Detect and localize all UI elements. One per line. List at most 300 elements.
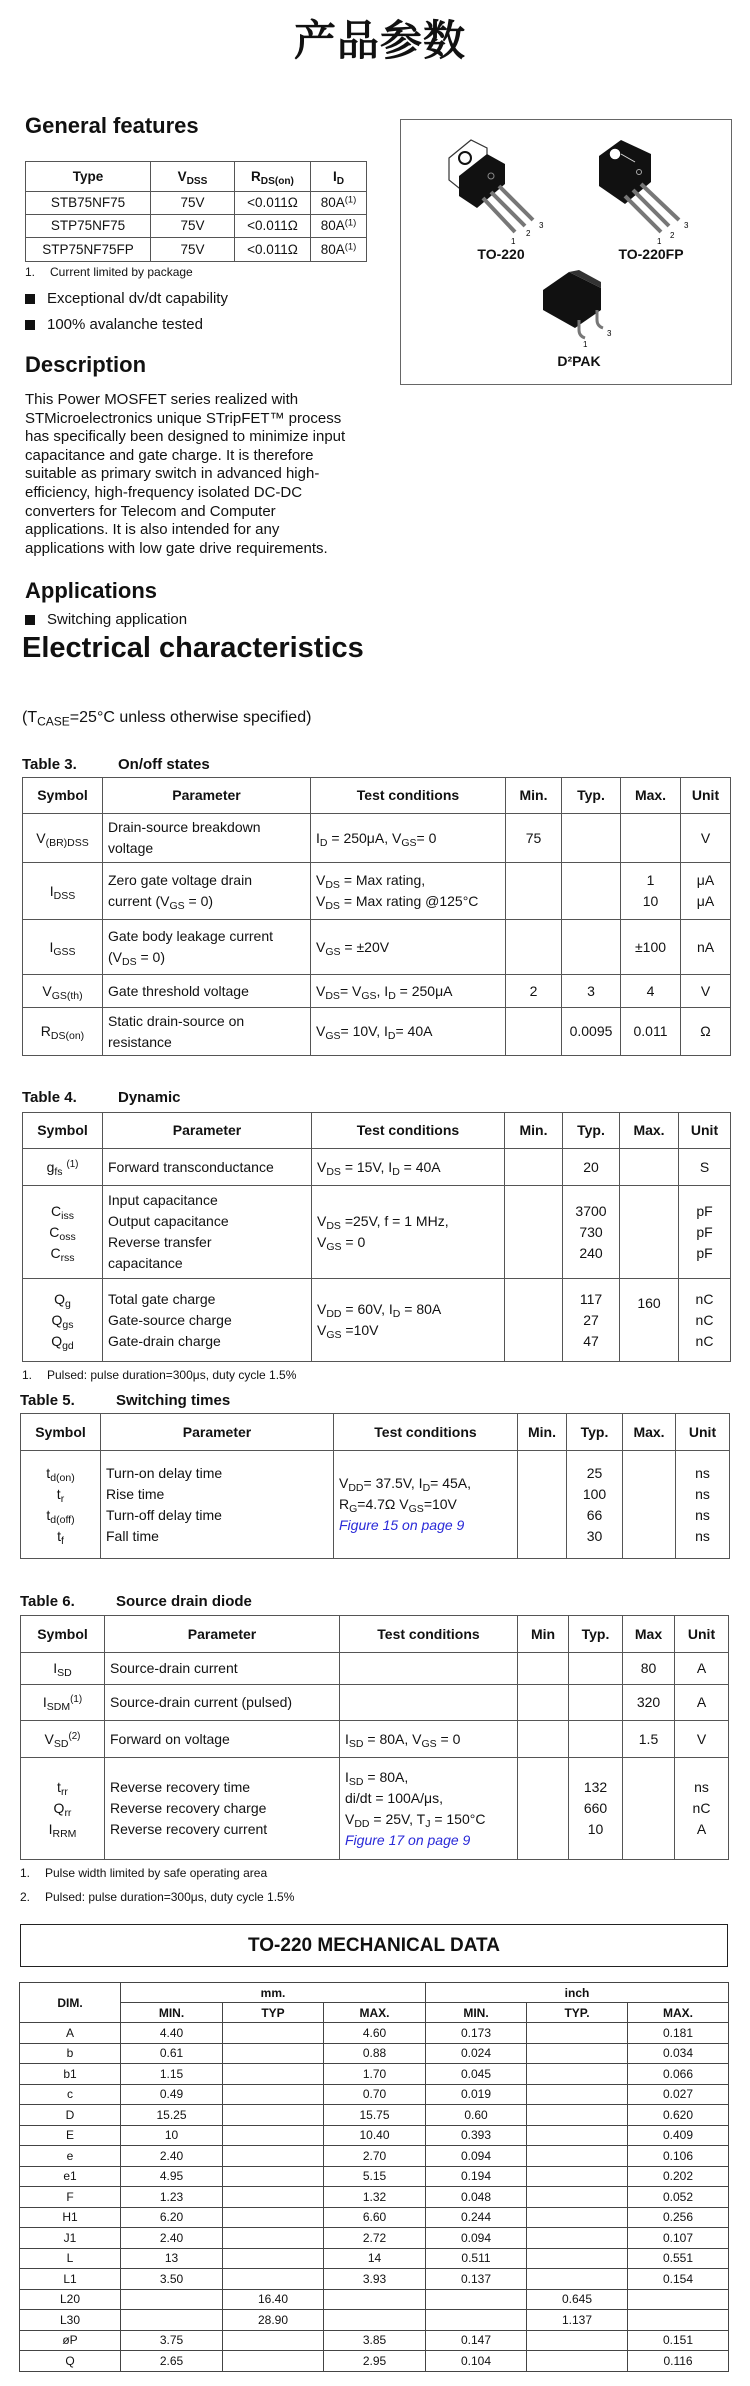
subscript: DS: [325, 879, 340, 892]
symbol-cell: [21, 1721, 105, 1758]
dim-cell: A: [20, 2023, 121, 2044]
to220-package-image: [445, 136, 555, 251]
table-header-row: [21, 1414, 730, 1451]
subscript: GS: [325, 945, 341, 958]
cell-line: [108, 981, 305, 1002]
cell-line: [316, 217, 361, 235]
table-number: Table 6.: [20, 1593, 75, 1610]
cell-line: [625, 1314, 673, 1331]
value-cell: 0.024: [426, 2043, 527, 2064]
text: resistance: [108, 1033, 172, 1050]
cell-line: [28, 1021, 97, 1042]
column-header: [235, 162, 311, 192]
figure-link[interactable]: Figure 17 on page 9: [345, 1831, 471, 1848]
text: R: [339, 1496, 350, 1512]
applications-list: [0, 600, 400, 627]
cell-line: [108, 1253, 306, 1274]
text: <0.011Ω: [247, 195, 298, 210]
table-row: [20, 2084, 729, 2105]
value-cell: [527, 2187, 628, 2208]
text: pF: [696, 1244, 713, 1261]
cell-line: [28, 1289, 97, 1310]
table-row: [20, 2043, 729, 2064]
cell-line: [339, 1422, 512, 1443]
subscript: fs: [54, 1165, 63, 1178]
text: I: [316, 829, 320, 846]
cell-line: [339, 1515, 512, 1536]
cell-line: [31, 194, 145, 212]
value-cell: [223, 2166, 324, 2187]
text: Q: [51, 1311, 63, 1328]
typ-cell: [562, 814, 621, 863]
table-row: [20, 2064, 729, 2085]
min-cell: [506, 814, 562, 863]
value-cell: 4.40: [121, 2023, 223, 2044]
to220fp-package-image: [595, 136, 705, 251]
mechanical-table-container: [19, 1982, 729, 2372]
value-cell: 2.95: [324, 2351, 426, 2372]
feature-text: Exceptional dv/dt capability: [47, 290, 228, 307]
parameter-cell: [103, 920, 311, 975]
pin-label: 3: [539, 221, 544, 230]
typ-cell: [563, 1279, 620, 1362]
d2pak-package-image: [539, 268, 619, 353]
text: current (V: [108, 893, 170, 909]
cell-line: [108, 1289, 306, 1310]
test-conditions-cell: [311, 1008, 506, 1056]
description-paragraph: [25, 391, 395, 558]
text: I: [345, 1730, 349, 1747]
description-line: converters for Telecom and Computer: [25, 502, 276, 520]
text: STP75NF75: [50, 218, 126, 233]
text: = 0): [136, 949, 165, 965]
type-cell: [26, 238, 151, 262]
text: = 60V, I: [341, 1301, 393, 1317]
cell-line: [108, 947, 305, 968]
value-cell: [223, 2125, 324, 2146]
table-row: [20, 2023, 729, 2044]
value-cell: 0.107: [628, 2228, 729, 2249]
column-header: [21, 1414, 101, 1451]
cell-line: [240, 168, 305, 186]
cell-line: [28, 881, 97, 902]
subscript: GS: [401, 836, 417, 849]
cell-line: [680, 1729, 723, 1750]
cell-line: [574, 1798, 617, 1819]
value-cell: [527, 2351, 628, 2372]
features-footnote: [25, 265, 193, 279]
cell-line: [574, 1624, 617, 1645]
figure-link[interactable]: Figure 15 on page 9: [339, 1517, 465, 1533]
text: Forward on voltage: [110, 1730, 230, 1747]
table-row: [23, 863, 731, 920]
value-cell: 0.194: [426, 2166, 527, 2187]
parameter-cell: [103, 1279, 312, 1362]
cell-line: [317, 1157, 499, 1178]
value-cell: [527, 2084, 628, 2105]
subscript: DS: [326, 1220, 341, 1233]
text: Test conditions: [377, 1625, 480, 1642]
text: STP75NF75FP: [42, 241, 134, 257]
text: V: [177, 168, 187, 184]
type-cell: [26, 215, 151, 238]
text: Reverse recovery time: [110, 1779, 251, 1795]
value-cell: 0.70: [324, 2084, 426, 2105]
subscript: gd: [62, 1339, 74, 1352]
table-row: [20, 2187, 729, 2208]
text: ±100: [634, 938, 667, 955]
value-cell: [527, 2228, 628, 2249]
value-cell: 0.048: [426, 2187, 527, 2208]
cell-line: [28, 828, 97, 849]
package-label: TO-220FP: [618, 246, 684, 262]
cell-line: [26, 1798, 99, 1819]
table-row: [20, 2207, 729, 2228]
text: Max: [634, 1625, 663, 1642]
value-cell: [223, 2187, 324, 2208]
test-conditions-cell: [334, 1451, 518, 1559]
subscript: D: [388, 989, 396, 1002]
subscript: DS: [325, 989, 340, 1002]
value-cell: 0.147: [426, 2330, 527, 2351]
dim-cell: b1: [20, 2064, 121, 2085]
id-cell: [311, 215, 367, 238]
cell-line: [628, 1729, 669, 1750]
text: Drain-source breakdown: [108, 819, 261, 835]
rds-on-cell: [235, 192, 311, 215]
min-cell: [506, 920, 562, 975]
table6-footnote: [20, 1866, 267, 1880]
cell-line: [568, 1157, 614, 1178]
table-row: [23, 1149, 731, 1186]
dim-cell: øP: [20, 2330, 121, 2351]
typ-cell: [563, 1149, 620, 1186]
unit-cell: [679, 1149, 731, 1186]
text: Symbol: [37, 1625, 88, 1642]
value-cell: 6.20: [121, 2207, 223, 2228]
cell-line: [684, 1331, 725, 1352]
text: Q: [51, 1332, 63, 1349]
text: Min.: [519, 787, 548, 803]
test-conditions-cell: [340, 1758, 518, 1860]
value-cell: [223, 2146, 324, 2167]
cell-line: [345, 1767, 512, 1788]
min-cell: [518, 1721, 569, 1758]
superscript: (1): [344, 194, 357, 206]
text: Static drain-source on: [108, 1012, 245, 1029]
dim-cell: b: [20, 2043, 121, 2064]
value-cell: [223, 2228, 324, 2249]
text: 1.5: [638, 1730, 659, 1747]
text: Parameter: [187, 1625, 257, 1642]
max-cell: [621, 1008, 681, 1056]
subscript: CASE: [37, 714, 70, 729]
value-cell: 1.23: [121, 2187, 223, 2208]
footnote-text: Current limited by package: [50, 265, 193, 279]
subscript: DS(on): [260, 175, 294, 187]
cell-line: [110, 1819, 334, 1840]
cell-line: [316, 194, 361, 212]
subscript: (BR)DSS: [45, 836, 89, 849]
text: V: [316, 982, 326, 999]
text: Min: [530, 1625, 556, 1642]
cell-line: [680, 1624, 723, 1645]
text: = 37.5V, I: [363, 1475, 423, 1491]
subscript: r: [60, 1492, 65, 1505]
dim-cell: H1: [20, 2207, 121, 2228]
cell-line: [316, 241, 361, 259]
value-cell: 0.60: [426, 2105, 527, 2126]
text: , I: [376, 982, 389, 999]
test-conditions-cell: [312, 1279, 505, 1362]
package-label: D²PAK: [557, 353, 601, 369]
pin-label: 1: [657, 237, 662, 246]
text: 80A: [320, 218, 345, 233]
symbol-cell: [23, 920, 103, 975]
value-cell: 0.645: [527, 2289, 628, 2310]
subscript: GSS: [53, 945, 76, 958]
text: = 15V, I: [340, 1158, 393, 1175]
value-cell: 1.15: [121, 2064, 223, 2085]
text: ns: [694, 1779, 709, 1795]
cell-line: [26, 1463, 95, 1484]
cell-line: [684, 1157, 725, 1178]
parameter-cell: [103, 1008, 311, 1056]
column-header: [23, 778, 103, 814]
table-row: [21, 1451, 730, 1559]
parameter-cell: [103, 814, 311, 863]
subscript: DD: [348, 1482, 364, 1495]
value-cell: 0.045: [426, 2064, 527, 2085]
value-cell: 0.202: [628, 2166, 729, 2187]
pin-label: 3: [684, 221, 689, 230]
text: = 250μA, V: [327, 829, 402, 846]
text: = ±20V: [340, 938, 390, 955]
test-conditions-cell: [312, 1186, 505, 1279]
unit-cell: [681, 863, 731, 920]
cell-line: [345, 1624, 512, 1645]
cell-line: [625, 1120, 673, 1141]
table-row: [23, 814, 731, 863]
text: 27: [583, 1311, 599, 1328]
text: Min.: [519, 1122, 548, 1138]
cell-line: [568, 1201, 614, 1222]
column-header: [334, 1414, 518, 1451]
cell-line: [26, 1624, 99, 1645]
text: t: [46, 1506, 51, 1523]
text: Total gate charge: [108, 1290, 216, 1307]
cell-line: [26, 1692, 99, 1713]
column-header: [676, 1414, 730, 1451]
unit-cell: [681, 975, 731, 1008]
text: = 80A,: [363, 1768, 409, 1785]
column-header: [23, 1113, 103, 1149]
table-row: [26, 238, 367, 262]
pin-label: 2: [526, 229, 531, 238]
value-cell: 0.244: [426, 2207, 527, 2228]
text: 10: [642, 893, 659, 909]
text: 132: [583, 1779, 608, 1795]
text: = Max rating @125°C: [339, 893, 479, 909]
cell-line: [628, 1692, 669, 1713]
cell-line: [684, 1289, 725, 1310]
cell-line: [317, 1232, 499, 1253]
min-cell: [518, 1451, 567, 1559]
subscript: DS: [325, 900, 340, 913]
bullet-square-icon: [25, 320, 35, 330]
table3-caption: [22, 756, 210, 773]
cell-line: [316, 828, 500, 849]
parameter-cell: [103, 975, 311, 1008]
cell-line: [567, 981, 615, 1002]
text: Output capacitance: [108, 1213, 229, 1229]
pin-label: 3: [607, 329, 612, 338]
text: I: [53, 1660, 58, 1676]
pin-label: 2: [670, 231, 675, 240]
cell-line: [568, 1222, 614, 1243]
table4-caption: [22, 1089, 181, 1106]
feature-bullet: [25, 290, 228, 307]
dynamic-table: [22, 1112, 731, 1362]
subscript: DS(on): [50, 1030, 85, 1043]
text: Source-drain current (pulsed): [110, 1694, 293, 1710]
max-cell: [621, 814, 681, 863]
cell-line: [28, 1120, 97, 1141]
text: R: [251, 168, 261, 184]
text: R: [40, 1023, 51, 1039]
cell-line: [28, 1331, 97, 1352]
cell-line: [26, 1505, 95, 1526]
table-title: Dynamic: [118, 1089, 181, 1106]
cell-line: [681, 1526, 724, 1547]
value-cell: 4.95: [121, 2166, 223, 2187]
unit-cell: [681, 814, 731, 863]
cell-line: [108, 817, 305, 838]
value-cell: 3.50: [121, 2269, 223, 2290]
cell-line: [316, 981, 500, 1002]
cell-line: [567, 785, 615, 806]
cell-line: [625, 1331, 673, 1348]
cell-line: [108, 785, 305, 806]
subscript: GS(th): [51, 989, 83, 1002]
cell-line: [686, 870, 725, 891]
max-cell: [621, 975, 681, 1008]
value-cell: 2.40: [121, 2146, 223, 2167]
value-cell: 1.70: [324, 2064, 426, 2085]
cell-line: [240, 241, 305, 259]
subscript: DS: [122, 956, 137, 969]
value-cell: 0.511: [426, 2248, 527, 2269]
cell-line: [110, 1658, 334, 1679]
rds-on-cell: [235, 215, 311, 238]
feature-text: 100% avalanche tested: [47, 316, 203, 333]
text: = 0: [416, 829, 437, 846]
value-cell: [223, 2105, 324, 2126]
min-cell: [518, 1653, 569, 1685]
text: Zero gate voltage drain: [108, 872, 252, 888]
text: =25°C unless otherwise specified): [69, 709, 312, 726]
text: voltage: [108, 840, 154, 856]
cell-line: [108, 838, 305, 859]
value-cell: [628, 2310, 729, 2331]
symbol-cell: [21, 1758, 105, 1860]
cell-line: [28, 785, 97, 806]
cell-line: [316, 937, 500, 958]
text: Type: [72, 168, 104, 184]
text: μA: [696, 893, 715, 909]
value-cell: [527, 2207, 628, 2228]
table-row: [20, 2248, 729, 2269]
cell-line: [628, 1422, 670, 1443]
text: 1: [646, 872, 655, 888]
on-off-states-table: [22, 777, 731, 1056]
text: Test conditions: [374, 1423, 477, 1440]
cell-line: [240, 194, 305, 212]
description-line: applications with low gate drive requirements.: [25, 539, 328, 557]
cell-line: [628, 1658, 669, 1679]
text: nC: [695, 1311, 714, 1328]
text: V: [700, 829, 711, 846]
cell-line: [572, 1484, 617, 1505]
source-drain-diode-table: [20, 1615, 729, 1860]
cell-line: [317, 1211, 499, 1232]
cell-line: [110, 1692, 334, 1713]
subscript: d(on): [50, 1471, 75, 1484]
cell-line: [572, 1422, 617, 1443]
table-number: Table 4.: [22, 1089, 77, 1106]
cell-line: [108, 1232, 306, 1253]
subscript: DS: [326, 1165, 341, 1178]
text: V: [316, 1023, 326, 1039]
min-cell: [505, 1186, 563, 1279]
table-row: [21, 1721, 729, 1758]
cell-line: [681, 1463, 724, 1484]
table-title: Source drain diode: [116, 1593, 252, 1610]
test-condition-note: [22, 707, 311, 728]
value-cell: [527, 2125, 628, 2146]
parameter-cell: [105, 1685, 340, 1721]
cell-line: [28, 937, 97, 958]
description-line: has specifically been designed to minimize input: [25, 428, 346, 446]
footnote-number: 1.: [22, 1368, 33, 1382]
subscript: DD: [354, 1817, 370, 1830]
subscript: SD: [53, 1737, 69, 1750]
description-line: capacitance and gate charge. It is therefore: [25, 446, 314, 464]
text: 25: [586, 1464, 603, 1481]
text: 80: [640, 1660, 657, 1676]
text: g: [46, 1158, 55, 1175]
min-cell: [506, 863, 562, 920]
table6-caption: [20, 1593, 252, 1610]
value-cell: 0.151: [628, 2330, 729, 2351]
text: V: [317, 1322, 327, 1338]
cell-line: [317, 1120, 499, 1141]
text: V: [36, 829, 46, 846]
text: 75: [525, 829, 542, 846]
cell-line: [628, 1624, 669, 1645]
text: V: [316, 872, 326, 888]
subscript: D: [392, 1308, 401, 1321]
text: 20: [583, 1158, 599, 1175]
bullet-square-icon: [25, 615, 35, 625]
cell-line: [686, 828, 725, 849]
value-cell: 0.49: [121, 2084, 223, 2105]
parameter-cell: [101, 1451, 334, 1559]
text: V: [345, 1810, 355, 1827]
value-cell: 0.409: [628, 2125, 729, 2146]
text: A: [696, 1660, 707, 1676]
cell-line: [680, 1798, 723, 1819]
